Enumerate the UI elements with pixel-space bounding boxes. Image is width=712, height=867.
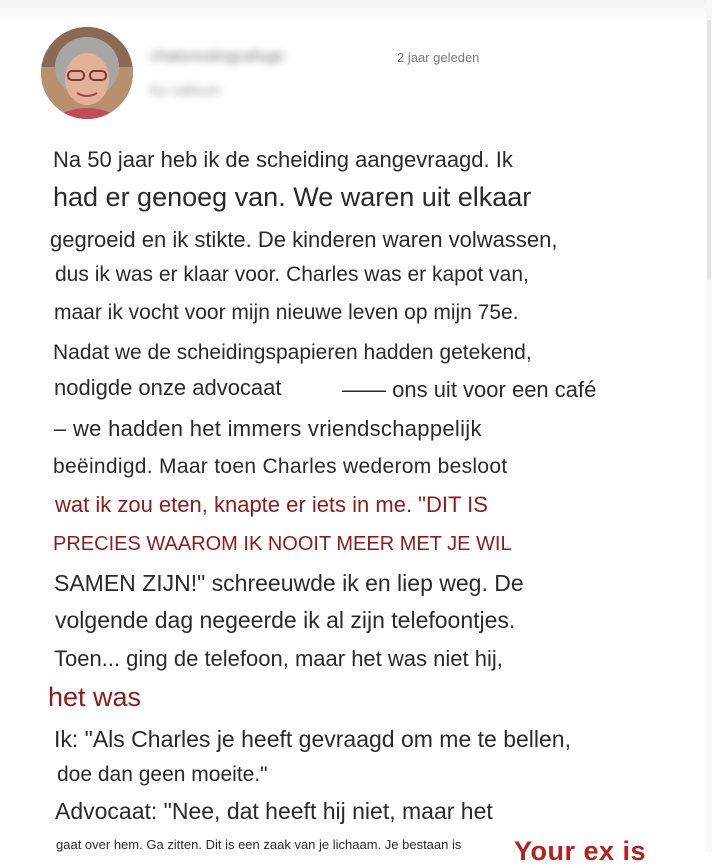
story-line: maar ik vocht voor mijn nieuwe leven op mijn 75e. xyxy=(54,301,519,324)
story-line: gegroeid en ik stikte. De kinderen waren volwassen, xyxy=(50,227,558,252)
story-line: doe dan geen moeite." xyxy=(57,763,268,786)
story-line: Nadat we de scheidingspapieren hadden getekend, xyxy=(53,341,532,364)
story-line: volgende dag negeerde ik al zijn telefoontjes. xyxy=(55,607,516,633)
user-photo-icon xyxy=(41,27,133,119)
avatar[interactable] xyxy=(41,27,133,119)
comment-author-subtitle: by callsum xyxy=(150,82,221,99)
story-line: het was xyxy=(48,682,142,712)
story-line: PRECIES WAAROM IK NOOIT MEER MET JE WIL xyxy=(53,533,512,555)
story-line: nodigde onze advocaat xyxy=(54,375,282,400)
scrollbar-thumb[interactable] xyxy=(707,20,711,280)
story-line: —— ons uit voor een café xyxy=(342,377,597,402)
story-line: Ik: "Als Charles je heeft gevraagd om me te bellen, xyxy=(54,726,571,752)
story-line: had er genoeg van. We waren uit elkaar xyxy=(53,182,532,212)
comment-timestamp[interactable]: 2 jaar geleden xyxy=(397,50,480,65)
story-line: Advocaat: "Nee, dat heeft hij niet, maar het xyxy=(55,798,493,824)
story-line: Toen... ging de telefoon, maar het was niet hij, xyxy=(54,646,503,671)
story-line: wat ik zou eten, knapte er iets in me. "DIT IS xyxy=(55,492,488,517)
scrollbar[interactable] xyxy=(706,0,712,852)
story-line: gaat over hem. Ga zitten. Dit is een zaak van je lichaam. Je bestaan is xyxy=(56,837,462,852)
story-line: – we hadden het immers vriendschappelijk xyxy=(54,416,482,441)
story-line: Na 50 jaar heb ik de scheiding aangevraagd. Ik xyxy=(53,147,513,172)
watermark-caption: Your ex is xyxy=(514,836,647,866)
story-line: beëindigd. Maar toen Charles wederom besloot xyxy=(53,455,508,478)
comment-author[interactable]: chatsrestingcafuge xyxy=(150,48,285,65)
story-line: SAMEN ZIJN!" schreeuwde ik en liep weg. De xyxy=(54,570,524,596)
story-line: dus ik was er klaar voor. Charles was er kapot van, xyxy=(55,263,529,286)
